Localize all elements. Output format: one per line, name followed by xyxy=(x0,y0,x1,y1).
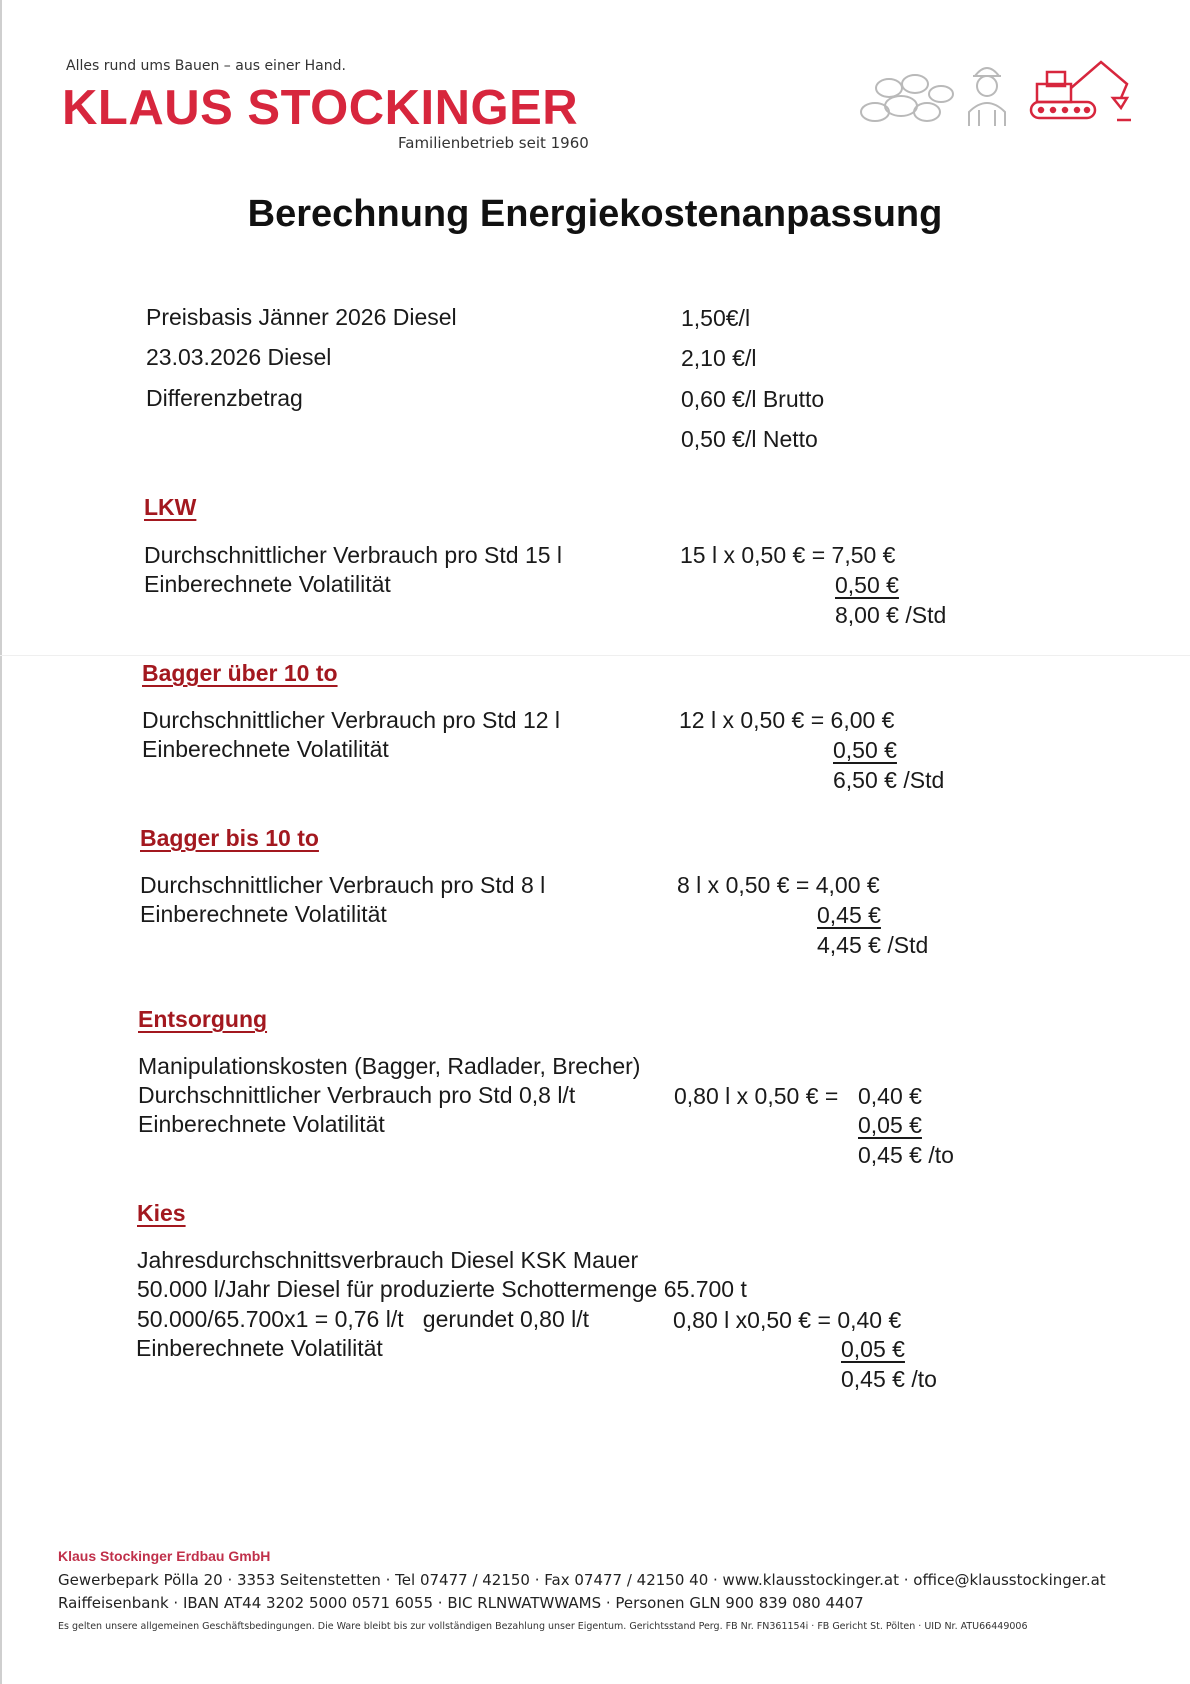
lkw-line2: Einberechnete Volatilität xyxy=(144,571,391,597)
bagger-bis-line1: Durchschnittlicher Verbrauch pro Std 8 l xyxy=(140,872,546,898)
lkw-total: 8,00 € /Std xyxy=(835,602,947,628)
header-icons xyxy=(855,54,1145,134)
section-heading-bagger-ueber-10: Bagger über 10 to xyxy=(142,660,338,686)
footer-company: Klaus Stockinger Erdbau GmbH xyxy=(58,1548,271,1564)
brand-logo-text: KLAUS STOCKINGER xyxy=(62,81,579,135)
bagger-ueber-total: 6,50 € /Std xyxy=(833,767,945,793)
footer-contact-line: Gewerbepark Pölla 20 · 3353 Seitenstetten · Tel 07477 / 42150 · Fax 07477 / 42150 40 · www.klausstockinger.at · office@klausstockinger.at xyxy=(58,1571,1106,1589)
lkw-calc: 15 l x 0,50 € = 7,50 € xyxy=(680,542,896,568)
basis-label-1: Preisbasis Jänner 2026 Diesel xyxy=(146,304,457,330)
bagger-bis-line2: Einberechnete Volatilität xyxy=(140,901,387,927)
footer-bank-line: Raiffeisenbank · IBAN AT44 3202 5000 0571 6055 · BIC RLNWATWWAMS · Personen GLN 900 839 080 4407 xyxy=(58,1594,864,1612)
bagger-bis-total: 4,45 € /Std xyxy=(817,932,929,958)
kies-line2: Einberechnete Volatilität xyxy=(136,1335,383,1361)
basis-value-1: 1,50€/l xyxy=(681,305,751,331)
section-heading-bagger-bis-10: Bagger bis 10 to xyxy=(140,825,319,851)
basis-label-3: Differenzbetrag xyxy=(146,385,303,411)
basis-label-2: 23.03.2026 Diesel xyxy=(146,344,332,370)
entsorgung-calc: 0,80 l x 0,50 € = xyxy=(674,1083,839,1109)
scan-fold-line xyxy=(0,655,1190,656)
page-edge xyxy=(0,0,2,1684)
entsorgung-line1: Durchschnittlicher Verbrauch pro Std 0,8 l/t xyxy=(138,1082,576,1108)
kies-line0: Jahresdurchschnittsverbrauch Diesel KSK Mauer xyxy=(137,1247,639,1273)
kies-line1: 50.000/65.700x1 = 0,76 l/t gerundet 0,80 l/t xyxy=(137,1306,590,1332)
bagger-ueber-volatility: 0,50 € xyxy=(833,737,897,763)
kies-calc: 0,80 l x0,50 € = 0,40 € xyxy=(673,1307,902,1333)
bagger-bis-calc: 8 l x 0,50 € = 4,00 € xyxy=(677,872,880,898)
bagger-ueber-line1: Durchschnittlicher Verbrauch pro Std 12 l xyxy=(142,707,561,733)
kies-total: 0,45 € /to xyxy=(841,1366,937,1392)
section-heading-entsorgung: Entsorgung xyxy=(138,1006,268,1032)
basis-value-3: 0,60 €/l Brutto xyxy=(681,386,825,412)
stones-icon xyxy=(861,75,953,121)
excavator-icon xyxy=(1031,62,1131,120)
footer-terms-line: Es gelten unsere allgemeinen Geschäftsbedingungen. Die Ware bleibt bis zur vollständigen Bezahlung unser Eigentum. Gerichtsstand Perg. FB Nr. FN361154i · FB Gericht St. Pölten · UID Nr. ATU66449006 xyxy=(58,1621,1028,1632)
entsorgung-line2: Einberechnete Volatilität xyxy=(138,1111,385,1137)
since-note: Familienbetrieb seit 1960 xyxy=(398,134,589,152)
entsorgung-volatility: 0,05 € xyxy=(858,1112,922,1138)
lkw-volatility: 0,50 € xyxy=(835,572,899,598)
kies-line0b: 50.000 l/Jahr Diesel für produzierte Schottermenge 65.700 t xyxy=(137,1276,747,1302)
document-title: Berechnung Energiekostenanpassung xyxy=(247,193,943,235)
tagline: Alles rund ums Bauen – aus einer Hand. xyxy=(66,58,346,74)
entsorgung-total: 0,45 € /to xyxy=(858,1142,954,1168)
worker-icon xyxy=(969,68,1005,126)
entsorgung-calc-result: 0,40 € xyxy=(858,1083,922,1109)
bagger-bis-volatility: 0,45 € xyxy=(817,902,881,928)
section-heading-lkw: LKW xyxy=(144,494,197,520)
bagger-ueber-line2: Einberechnete Volatilität xyxy=(142,736,389,762)
basis-value-4: 0,50 €/l Netto xyxy=(681,426,818,452)
lkw-line1: Durchschnittlicher Verbrauch pro Std 15 l xyxy=(144,542,563,568)
section-heading-kies: Kies xyxy=(137,1200,186,1226)
basis-value-2: 2,10 €/l xyxy=(681,345,757,371)
bagger-ueber-calc: 12 l x 0,50 € = 6,00 € xyxy=(679,707,895,733)
kies-volatility: 0,05 € xyxy=(841,1336,905,1362)
entsorgung-line0: Manipulationskosten (Bagger, Radlader, Brecher) xyxy=(138,1053,641,1079)
